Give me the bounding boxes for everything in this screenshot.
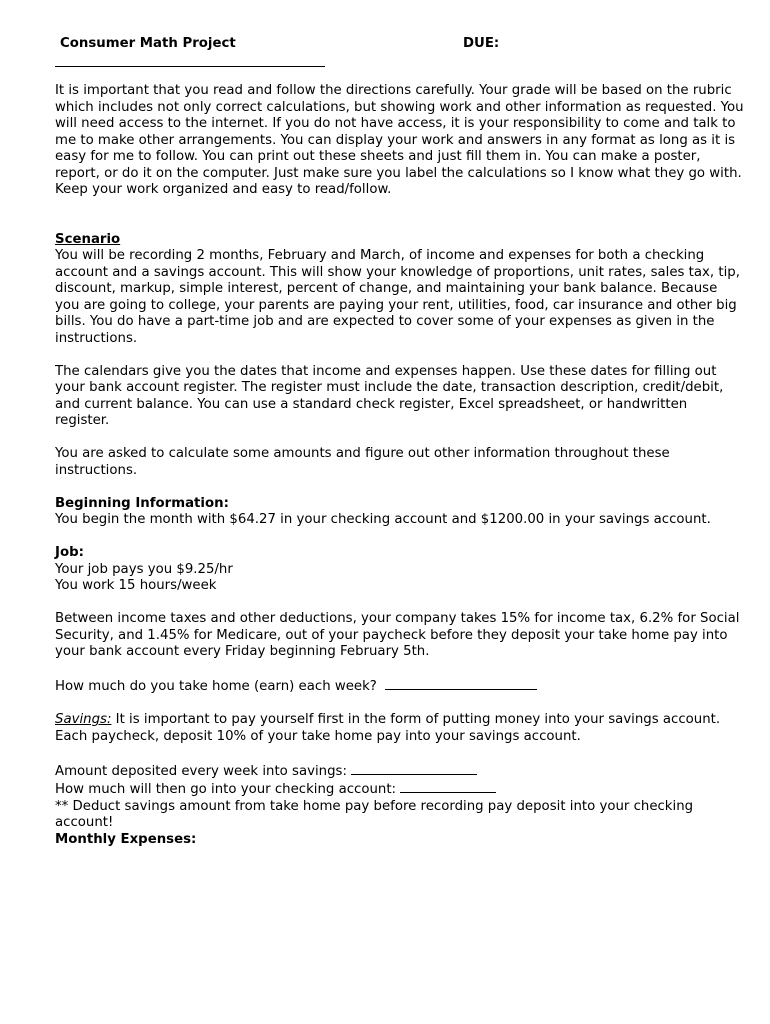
spacer (55, 745, 745, 762)
project-title: Consumer Math Project (60, 36, 236, 51)
spacer (55, 661, 745, 678)
take-home-answer-blank[interactable] (385, 677, 537, 690)
deduct-savings-note: ** Deduct savings amount from take home pay before recording pay deposit into your checking account! (55, 798, 694, 830)
checking-deposit-question (55, 780, 745, 799)
checking-deposit-answer-blank[interactable] (400, 780, 496, 793)
take-home-question-text: How much do you take home (earn) each week? (55, 679, 377, 694)
job-heading: Job: (55, 545, 84, 560)
job-hours-line: You work 15 hours/week (55, 578, 217, 593)
spacer (55, 430, 745, 447)
spacer (55, 479, 745, 496)
monthly-expenses-heading: Monthly Expenses: (55, 831, 197, 847)
savings-deposit-question (55, 762, 745, 781)
scenario-paragraph-3: You are asked to calculate some amounts and figure out other information throughout these instructions. (55, 446, 670, 478)
spacer (55, 529, 745, 546)
spacer (55, 199, 745, 232)
job-pay-line: Your job pays you $9.25/hr (55, 561, 233, 577)
scenario-paragraph-1: You will be recording 2 months, February and March, of income and expenses for both a checking account and a savings account. This will show your knowledge of proportions, unit rates, sales tax, tip, discount, markup, simple interest, percent of change, and maintaining your bank balance. Because you are going to college, your parents are paying your rent, utilities, food, car insurance and other big bills. You do have a part-time job and are expected to cover some of your expenses as given in the instructions. (55, 248, 740, 346)
spacer (55, 696, 745, 713)
savings-deposit-answer-blank[interactable] (351, 762, 477, 775)
intro-paragraph: It is important that you read and follow the directions carefully. Your grade will be based on the rubric which includes not only correct calculations, but showing work and other information as requested. You will need access to the internet. If you do not have access, it is your responsibility to come and talk to me to make other arrangements. You can display your work and answers in any format as long as it is easy for me to follow. You can print out these sheets and just fill them in. You can make a poster, report, or do it on the computer. Just make sure you label the calculations so I know what they go with. Keep your work organized and easy to read/follow. (55, 83, 744, 197)
checking-deposit-question-text: How much will then go into your checking account: (55, 782, 397, 797)
due-label: DUE: (463, 36, 500, 51)
spacer (55, 595, 745, 612)
beginning-paragraph: You begin the month with $64.27 in your checking account and $1200.00 in your savings account. (55, 512, 711, 527)
document-page (55, 36, 745, 848)
savings-deposit-question-text: Amount deposited every week into savings: (55, 763, 347, 779)
take-home-question (55, 677, 745, 696)
scenario-heading: Scenario (55, 231, 121, 247)
savings-paragraph (55, 712, 745, 745)
deductions-paragraph: Between income taxes and other deductions, your company takes 15% for income tax, 6.2% for Social Security, and 1.45% for Medicare, out of your paycheck before they deposit your take home pay into your bank account every Friday beginning February 5th. (55, 611, 740, 659)
beginning-heading: Beginning Information: (55, 495, 229, 511)
name-line (55, 66, 325, 67)
savings-text: It is important to pay yourself first in the form of putting money into your savings account. Each paycheck, deposit 10% of your take home pay into your savings account. (55, 712, 721, 744)
header-row (55, 36, 745, 54)
scenario-paragraph-2: The calendars give you the dates that income and expenses happen. Use these dates for filling out your bank account register. The register must include the date, transaction description, credit/debit, and current balance. You can use a standard check register, Excel spreadsheet, or handwritten register. (55, 363, 724, 428)
spacer (55, 347, 745, 364)
savings-label: Savings: (55, 712, 112, 727)
